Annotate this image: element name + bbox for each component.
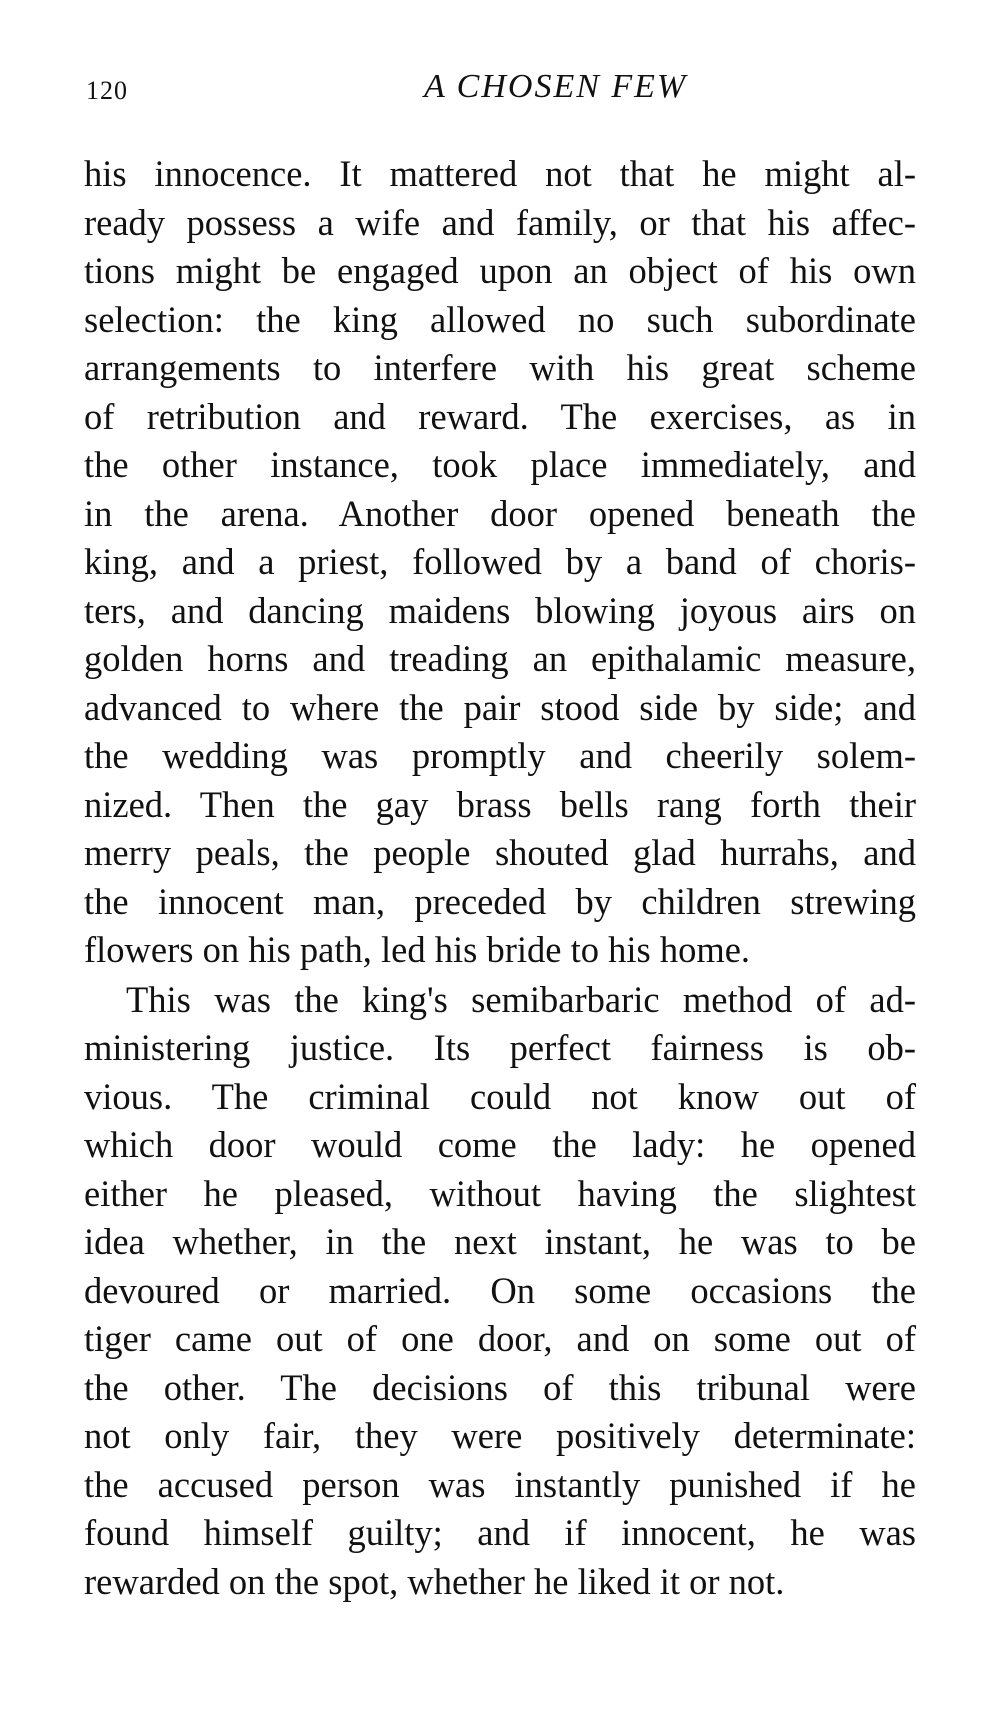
text-line: ters, and dancing maidens blowing joyous airs on [84,589,916,631]
text-line: rewarded on the spot, whether he liked it or not. [84,1560,785,1602]
text-line: the other instance, took place immediately, and [84,444,916,485]
page-header [86,68,916,118]
text-line: in the arena. Another door opened beneath the [84,492,916,534]
paragraph [84,976,916,1607]
paragraph [84,150,916,975]
text-line: selection: the king allowed no such subordinate [84,298,916,340]
text-line: the other. The decisions of this tribunal were [84,1366,916,1408]
text-line: idea whether, in the next instant, he was to be [84,1221,916,1262]
text-line: nized. Then the gay brass bells rang forth their [84,783,916,825]
text-line: which door would come the lady: he opened [84,1124,916,1165]
body-text [84,150,916,1606]
text-line: king, and a priest, followed by a band of choris- [84,541,916,582]
page-number: 120 [86,76,128,105]
text-line: found himself guilty; and if innocent, he was [84,1512,916,1553]
text-line: the wedding was promptly and cheerily solem- [84,735,916,776]
text-line: either he pleased, without having the slightest [84,1172,916,1214]
text-line: tiger came out of one door, and on some out of [84,1318,916,1359]
text-line: the innocent man, preceded by children strewing [84,880,916,922]
text-line: merry peals, the people shouted glad hurrahs, and [84,832,916,873]
text-line: flowers on his path, led his bride to his home. [84,929,751,970]
text-line: his innocence. It mattered not that he might al- [84,153,916,194]
text-line: of retribution and reward. The exercises, as in [84,395,916,437]
text-line: ready possess a wife and family, or that his affec- [84,201,916,243]
text-line: golden horns and treading an epithalamic measure, [84,638,916,679]
text-line: This was the king's semibarbaric method of ad- [126,978,916,1020]
text-line: the accused person was instantly punished if he [84,1463,916,1505]
text-line: not only fair, they were positively determinate: [84,1415,916,1456]
text-line: vious. The criminal could not know out of [84,1075,916,1117]
text-line: ministering justice. Its perfect fairness is ob- [84,1027,916,1068]
text-line: devoured or married. On some occasions the [84,1269,916,1311]
running-title: A CHOSEN FEW [424,68,688,105]
text-line: tions might be engaged upon an object of his own [84,250,916,291]
text-line: arrangements to interfere with his great scheme [84,347,916,388]
text-line: advanced to where the pair stood side by side; and [84,686,916,728]
